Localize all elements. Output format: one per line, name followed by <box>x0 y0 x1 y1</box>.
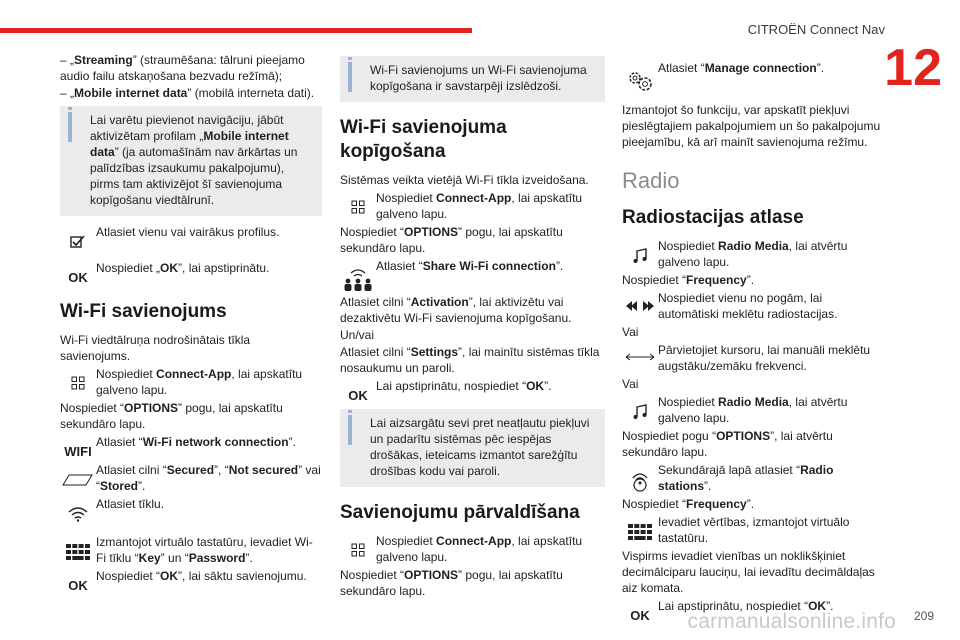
step-text: Atlasiet cilni “Secured”, “Not secured” vai “Stored”. <box>96 463 321 493</box>
step-text: Nospiediet „OK”, lai apstiprinātu. <box>96 261 270 275</box>
column-2 <box>340 52 605 600</box>
step <box>60 224 322 248</box>
paragraph: Nospiediet “Frequency”. <box>622 273 755 287</box>
paragraph: Wi-Fi viedtālruņa nodrošinātais tīkla savienojums. <box>60 333 251 363</box>
music-note-icon <box>622 394 658 426</box>
step <box>622 290 884 322</box>
paragraph: Un/vai <box>340 328 375 342</box>
radio-station-icon <box>622 462 658 494</box>
wifi-icon <box>60 496 96 522</box>
step-text: Atlasiet “Manage connection”. <box>658 61 825 75</box>
keyboard-icon <box>60 534 96 566</box>
paragraph: Vai <box>622 325 639 339</box>
step <box>60 260 322 286</box>
info-icon <box>348 62 352 92</box>
step-text: Nospiediet Connect-App, lai apskatītu galveno lapu. <box>376 191 583 221</box>
section-heading: Wi-Fi savienojums <box>60 301 227 322</box>
step <box>60 366 322 398</box>
step <box>340 258 605 292</box>
header-accent-bar <box>0 28 472 33</box>
step <box>622 394 884 426</box>
manual-title: CITROËN Connect Nav <box>747 22 885 37</box>
paragraph: Nospiediet pogu “OPTIONS”, lai atvērtu sekundāro lapu. <box>622 429 833 459</box>
step-text: Lai apstiprinātu, nospiediet “OK”. <box>658 599 834 613</box>
step <box>622 60 884 92</box>
step-text: Nospiediet Radio Media, lai atvērtu galveno lapu. <box>658 239 848 269</box>
step-text: Nospiediet “OK”, lai sāktu savienojumu. <box>96 569 307 583</box>
info-text: Lai aizsargātu sevi pret neatļautu piekļuvi un padarītu sistēmas pēc iespējas drošākas, ieteicams izmantot sarežģītu drošības kodu vai paroli. <box>370 416 590 478</box>
step <box>622 238 884 270</box>
step <box>622 514 884 546</box>
info-icon <box>348 415 352 445</box>
step-text: Lai apstiprinātu, nospiediet “OK”. <box>376 379 552 393</box>
section-heading: Radiostacijas atlase <box>622 207 804 228</box>
music-note-icon <box>622 238 658 270</box>
paragraph: Atlasiet cilni “Activation”, lai aktivizētu vai dezaktivētu Wi-Fi savienojuma kopīgošanu. <box>340 295 572 325</box>
info-text: Lai varētu pievienot navigāciju, jābūt aktivizētam profilam „Mobile internet data” (ja automašīnām nav ārkārtas un palīdzības izsaukumu pakalpojumu), pirms tam aktivizējot šī savienojuma kopīgošanu viedtālrunī. <box>90 113 298 207</box>
ok-icon: OK <box>68 270 88 285</box>
paragraph: Sistēmas veikta vietējā Wi-Fi tīkla izveidošana. <box>340 173 589 187</box>
step-text: Sekundārajā lapā atlasiet “Radio stations”. <box>658 463 834 493</box>
column-3 <box>622 52 884 626</box>
step <box>622 598 884 624</box>
paragraph: Vispirms ievadiet vienības un noklikšķiniet decimālciparu lauciņu, lai ievadītu decimāldaļas aiz komata. <box>622 549 875 595</box>
paragraph: – „Streaming” (straumēšana: tālruni pieejamo audio failu atskaņošana bezvadu režīmā); <box>60 53 305 83</box>
step-text: Nospiediet Connect-App, lai apskatītu galveno lapu. <box>96 367 303 397</box>
step-text: Nospiediet vienu no pogām, lai automātiski meklētu radiostacijas. <box>658 291 838 321</box>
apps-grid-icon <box>60 366 96 398</box>
info-text: Wi-Fi savienojums un Wi-Fi savienojuma kopīgošana ir savstarpēji izslēdzoši. <box>370 63 587 93</box>
step <box>622 342 884 374</box>
step-text: Atlasiet “Share Wi-Fi connection”. <box>376 259 564 273</box>
ok-icon: OK <box>630 608 650 623</box>
info-box <box>60 106 322 216</box>
step-text: Ievadiet vērtības, izmantojot virtuālo tastatūru. <box>658 515 850 545</box>
watermark: carmanualsonline.info <box>687 610 896 633</box>
chapter-number: 12 <box>884 39 942 97</box>
step-text: Atlasiet tīklu. <box>96 497 165 511</box>
step <box>60 534 322 566</box>
paragraph: Nospiediet “Frequency”. <box>622 497 755 511</box>
info-icon <box>68 112 72 142</box>
manage-settings-icon <box>622 60 658 92</box>
share-wifi-icon <box>340 258 376 292</box>
section-heading: Savienojumu pārvaldīšana <box>340 502 580 523</box>
step <box>60 434 322 460</box>
page-number: 209 <box>913 609 934 623</box>
apps-grid-icon <box>340 190 376 222</box>
step <box>340 190 605 222</box>
seek-arrows-icon <box>622 290 658 322</box>
step <box>340 378 605 404</box>
paragraph: Vai <box>622 377 639 391</box>
apps-grid-icon <box>340 533 376 565</box>
ok-icon: OK <box>348 388 368 403</box>
step <box>60 462 322 494</box>
step <box>60 496 322 522</box>
step-text: Nospiediet Connect-App, lai apskatītu galveno lapu. <box>376 534 583 564</box>
slider-arrows-icon <box>622 342 658 374</box>
paragraph: Atlasiet cilni “Settings”, lai mainītu sistēmas tīkla nosaukumu un paroli. <box>340 345 600 375</box>
section-heading: Wi-Fi savienojuma kopīgošana <box>340 117 507 162</box>
tab-select-icon <box>60 462 96 494</box>
step-text: Atlasiet “Wi-Fi network connection”. <box>96 435 296 449</box>
paragraph: Nospiediet “OPTIONS” pogu, lai apskatītu sekundāro lapu. <box>340 225 563 255</box>
paragraph: – „Mobile internet data” (mobilā interneta dati). <box>60 86 315 100</box>
step <box>622 462 884 494</box>
step-text: Izmantojot virtuālo tastatūru, ievadiet Wi-Fi tīklu “Key” un “Password”. <box>96 535 313 565</box>
step-text: Atlasiet vienu vai vairākus profilus. <box>96 225 280 239</box>
step <box>340 533 605 565</box>
ok-icon: OK <box>68 578 88 593</box>
paragraph: Izmantojot šo funkciju, var apskatīt piekļuvi pieslēgtajiem pakalpojumiem un šo pakalpojumu pieejamību, kā arī mainīt savienojuma režīmu. <box>622 103 881 149</box>
column-1 <box>60 52 322 596</box>
keyboard-icon <box>622 514 658 546</box>
info-box <box>340 56 605 102</box>
step-text: Pārvietojiet kursoru, lai manuāli meklētu augstāku/zemāku frekvenci. <box>658 343 871 373</box>
wifi-label-icon: WIFI <box>64 444 92 459</box>
step-text: Nospiediet Radio Media, lai atvērtu galveno lapu. <box>658 395 848 425</box>
step <box>60 568 322 594</box>
checkbox-edit-icon <box>60 224 96 248</box>
chapter-heading: Radio <box>622 168 680 193</box>
paragraph: Nospiediet “OPTIONS” pogu, lai apskatītu sekundāro lapu. <box>340 568 563 598</box>
paragraph: Nospiediet “OPTIONS” pogu, lai apskatītu sekundāro lapu. <box>60 401 283 431</box>
info-box <box>340 409 605 487</box>
